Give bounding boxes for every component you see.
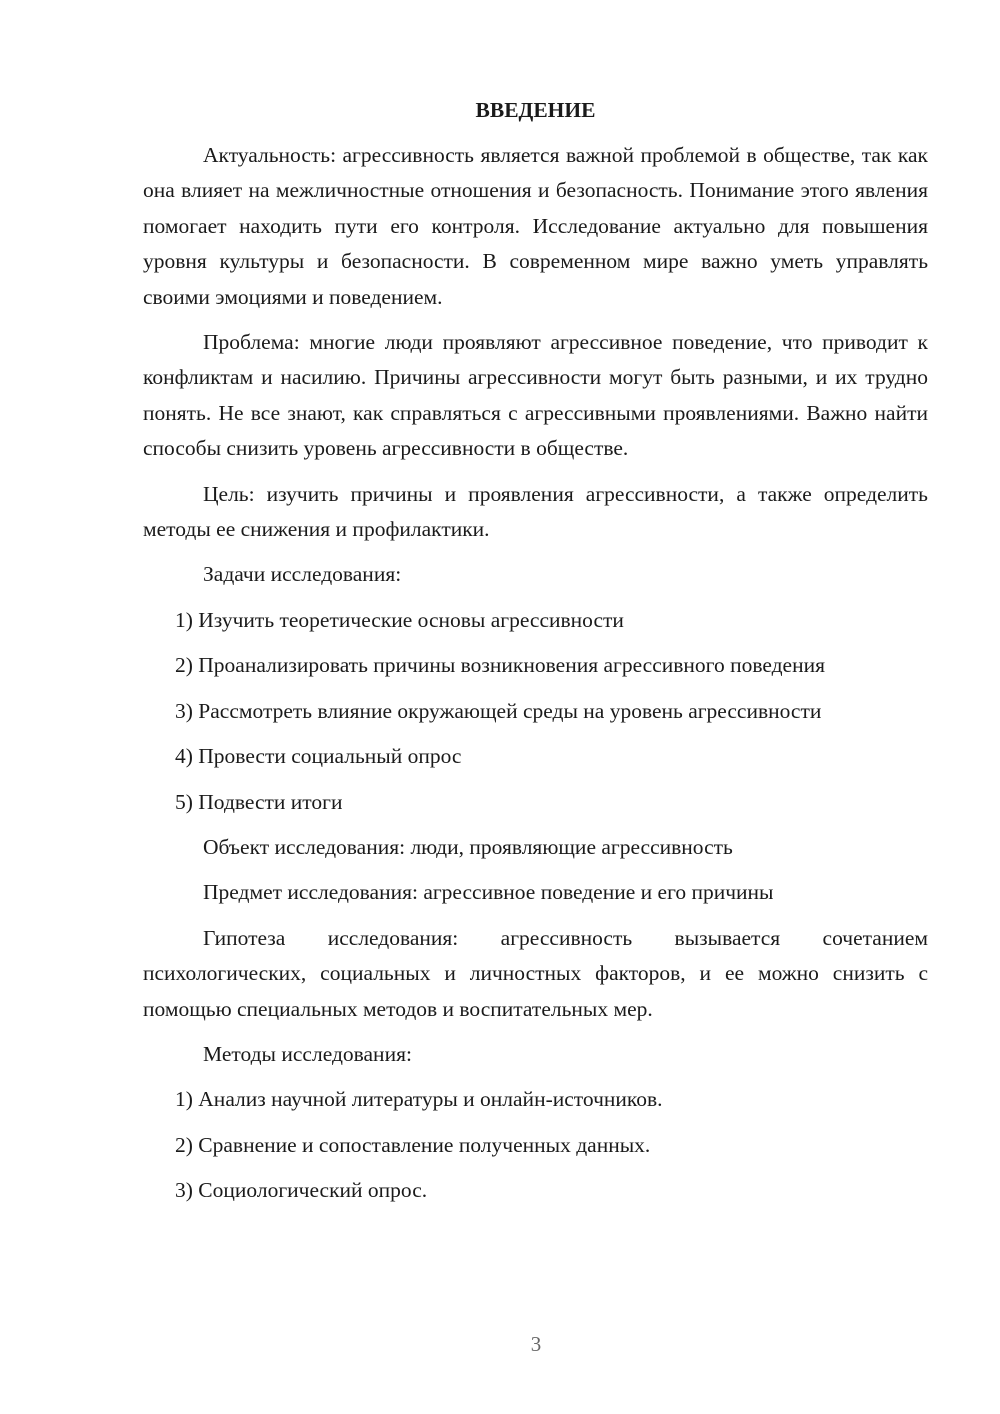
paragraph-relevance: Актуальность: агрессивность является важной проблемой в обществе, так как она влияет на межличностные отношения и безопасность. Понимание этого явления помогает находить пути его контроля. Исследование актуально для повышения уровня культуры и безопасности. В современном мире важно уметь управлять своими эмоциями и поведением.	[143, 143, 928, 309]
paragraph-goal: Цель: изучить причины и проявления агрессивности, а также определить методы ее снижения и профилактики.	[143, 481, 928, 542]
page-number: 3	[530, 1332, 542, 1356]
list-item: 4) Провести социальный опрос	[175, 744, 462, 769]
list-item: 2) Сравнение и сопоставление полученных данных.	[175, 1132, 651, 1157]
document-title: ВВЕДЕНИЕ	[475, 98, 596, 122]
paragraph-hypothesis: Гипотеза исследования: агрессивность вызывается сочетанием психологических, социальных и личностных факторов, и ее можно снизить с помощью специальных методов и воспитательных мер.	[143, 925, 928, 1021]
list-item: 2) Проанализировать причины возникновения агрессивного поведения	[175, 653, 825, 678]
paragraph-problem: Проблема: многие люди проявляют агрессивное поведение, что приводит к конфликтам и насилию. Причины агрессивности могут быть разными, и их трудно понять. Не все знают, как справляться с агрессивными проявлениями. Важно найти способы снизить уровень агрессивности в обществе.	[143, 330, 928, 461]
paragraph-object: Объект исследования: люди, проявляющие агрессивность	[203, 834, 733, 859]
methods-heading: Методы исследования:	[203, 1041, 412, 1066]
list-item: 3) Рассмотреть влияние окружающей среды на уровень агрессивности	[175, 698, 822, 723]
list-item: 3) Социологический опрос.	[175, 1178, 428, 1203]
list-item: 1) Анализ научной литературы и онлайн-источников.	[175, 1087, 663, 1112]
document-page	[143, 92, 928, 1219]
methods-list	[143, 1082, 928, 1208]
list-item: 5) Подвести итоги	[175, 789, 343, 814]
paragraph-subject: Предмет исследования: агрессивное поведение и его причины	[203, 880, 774, 905]
tasks-heading: Задачи исследования:	[203, 562, 402, 587]
tasks-list	[143, 603, 928, 820]
list-item: 1) Изучить теоретические основы агрессивности	[175, 607, 624, 632]
